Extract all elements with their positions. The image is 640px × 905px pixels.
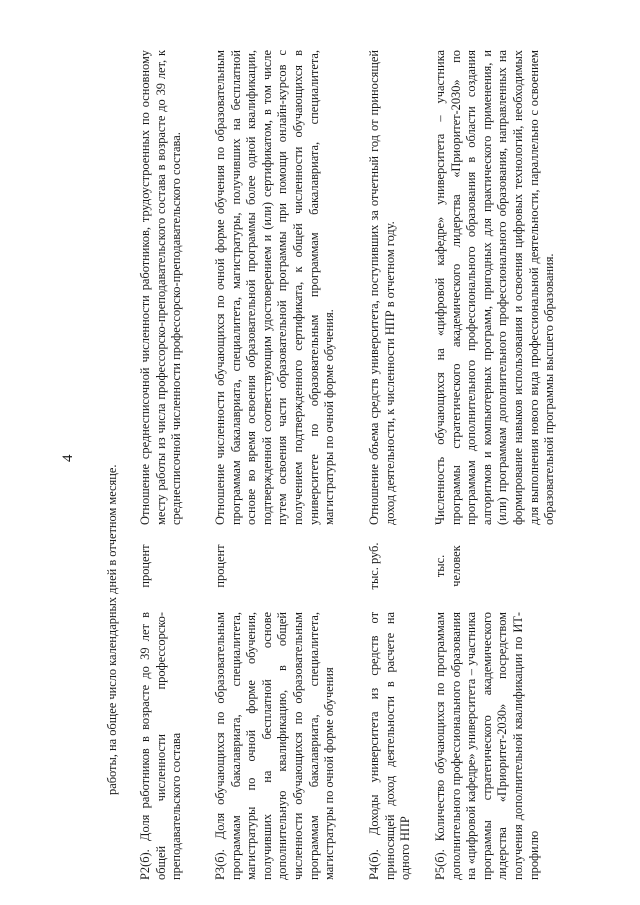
indicator-definition: Численность обучающихся на «цифровой кафедре» университета – участника программы стратегического академического лидерства «Приоритет-2030» по программам дополнительного профессионального образования в области создания алгоритмов и компьютерных программ, пригодных для практического применения, и (или) программам дополнительного профессионального образования, направленных на формирование навыков использования и освоения цифровых технологий, необходимых для выполнения нового вида профессиональной деятельности, параллельно с освоением образовательной программы высшего образования. bbox=[433, 50, 557, 525]
indicator-name bbox=[367, 612, 414, 880]
indicator-definition: Отношение объема средств университета, поступивших за отчетный год от приносящей доход деятельности, к численности НПР в отчетном году. bbox=[367, 50, 397, 525]
intro-text: работы, на общее число календарных дней в отчетном месяце. bbox=[105, 464, 119, 795]
indicator-name bbox=[213, 612, 338, 880]
indicator-name-text: Доходы университета из средств от приносящей доход деятельности в расчете на одного НПР bbox=[367, 612, 413, 880]
indicator-id: Р3(б). bbox=[213, 849, 227, 880]
indicator-name bbox=[138, 612, 185, 880]
indicator-id: Р2(б). bbox=[138, 849, 152, 880]
indicator-definition: Отношение численности обучающихся по очной форме обучения по образовательным программам бакалавриата, специалитета, магистратуры, получивших на бесплатной основе во время освоения образовательной программы более одной квалификации, подтвержденной соответствующим удостоверением и (или) сертификатом, в том числе путем освоения части образовательной программы при помощи онлайн-курсов с получением подтвержденного сертификата, к общей численности обучающихся в университете по образовательным программам бакалавриата, специалитета, магистратуры по очной форме обучения. bbox=[213, 50, 337, 525]
indicator-id: Р4(б). bbox=[367, 849, 381, 880]
indicator-unit: процент bbox=[213, 544, 227, 588]
indicator-definition: Отношение среднесписочной численности работников, трудоустроенных по основному месту работы из числа профессорско-преподавательского состава в возрасте до 39 лет, к среднесписочной численности профессорско-преподавательского состава. bbox=[138, 50, 184, 525]
page-number: 4 bbox=[60, 454, 76, 462]
indicator-id: Р5(б). bbox=[433, 849, 447, 880]
indicator-name bbox=[433, 612, 542, 880]
indicator-name-text: Доля работников в возрасте до 39 лет в общей численности профессорско-преподавательского состава bbox=[138, 612, 184, 880]
indicator-name-text: Количество обучающихся по программам дополнительного профессионального образования на «цифровой кафедре» университета – участника программы стратегического академического лидерства «Приоритет-2030» посредством получения дополнительной квалификации по ИТ-профилю bbox=[433, 612, 541, 880]
indicator-unit: процент bbox=[138, 544, 152, 588]
indicator-unit: тыс. руб. bbox=[367, 542, 381, 590]
indicator-unit: тыс. человек bbox=[433, 545, 463, 587]
indicator-name-text: Доля обучающихся по образовательным программам бакалавриата, специалитета, магистратуры по очной форме обучения, получивших на бесплатной основе дополнительную квалификацию, в общей численности обучающихся по образовательным программам бакалавриата, специалитета, магистратуры по очной форме обучения bbox=[213, 612, 337, 880]
